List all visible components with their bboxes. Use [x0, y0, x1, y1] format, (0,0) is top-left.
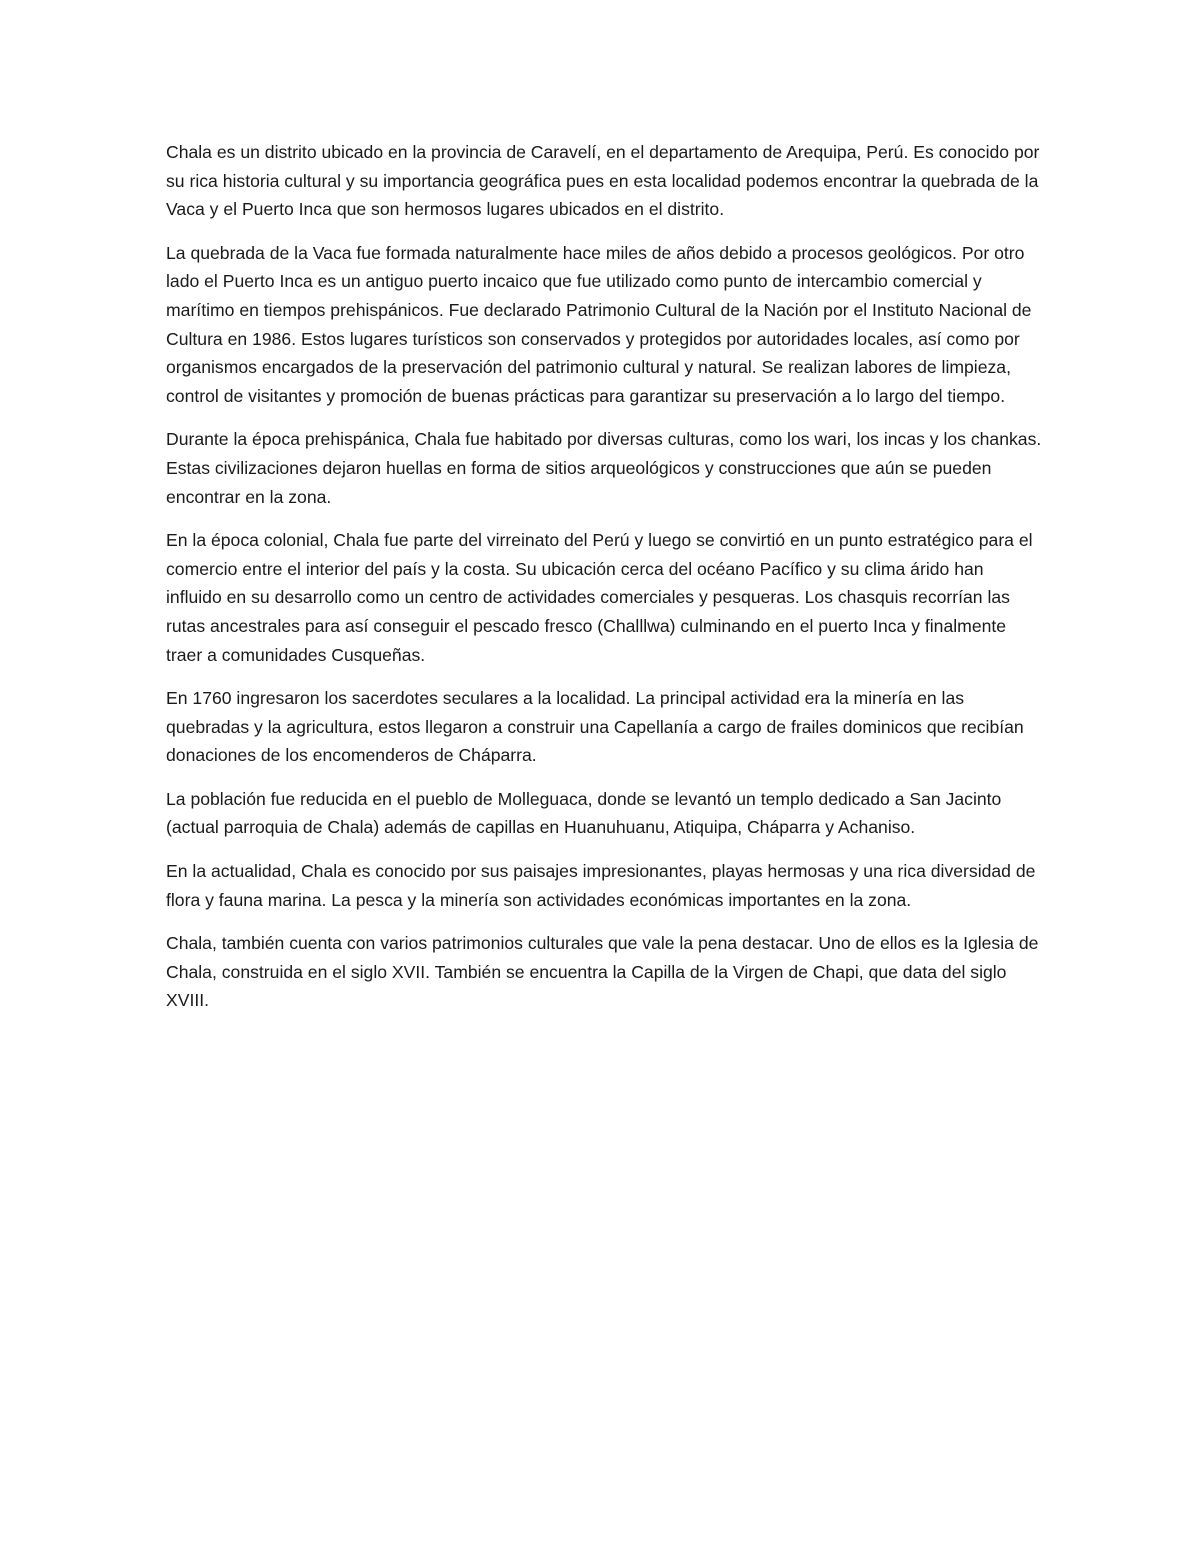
paragraph-colonial: En la época colonial, Chala fue parte del virreinato del Perú y luego se convirtió en un punto estratégico para el comercio entre el interior del país y la costa. Su ubicación cerca del océano Pacífico y su clima árido han influido en su desarrollo como un centro de actividades comerciales y pesqueras. Los chasquis recorrían las rutas ancestrales para así conseguir el pescado fresco (Challlwa) culminando en el puerto Inca y finalmente traer a comunidades Cusqueñas.: [166, 530, 1033, 665]
paragraph-intro: Chala es un distrito ubicado en la provincia de Caravelí, en el departamento de Arequipa, Perú. Es conocido por su rica historia cultural y su importancia geográfica pues en esta localidad podemos encontrar la quebrada de la Vaca y el Puerto Inca que son hermosos lugares ubicados en el distrito.: [166, 142, 1040, 220]
document-body: [166, 138, 1042, 1030]
paragraph-quebrada-puerto-inca: La quebrada de la Vaca fue formada naturalmente hace miles de años debido a procesos geológicos. Por otro lado el Puerto Inca es un antiguo puerto incaico que fue utilizado como punto de intercambio comercial y marítimo en tiempos prehispánicos. Fue declarado Patrimonio Cultural de la Nación por el Instituto Nacional de Cultura en 1986. Estos lugares turísticos son conservados y protegidos por autoridades locales, así como por organismos encargados de la preservación del patrimonio cultural y natural. Se realizan labores de limpieza, control de visitantes y promoción de buenas prácticas para garantizar su preservación a lo largo del tiempo.: [166, 242, 1032, 406]
paragraph-poblacion: La población fue reducida en el pueblo de Molleguaca, donde se levantó un templo dedicado a San Jacinto (actual parroquia de Chala) además de capillas en Huanuhuanu, Atiquipa, Cháparra y Achaniso.: [166, 788, 1002, 838]
paragraph-prehispanic: Durante la época prehispánica, Chala fue habitado por diversas culturas, como los wari, los incas y los chankas. Estas civilizaciones dejaron huellas en forma de sitios arqueológicos y construcciones que aún se pueden encontrar en la zona.: [166, 429, 1042, 507]
paragraph-actualidad: En la actualidad, Chala es conocido por sus paisajes impresionantes, playas hermosas y una rica diversidad de flora y fauna marina. La pesca y la minería son actividades económicas importantes en la zona.: [166, 861, 1036, 910]
paragraph-1760: En 1760 ingresaron los sacerdotes seculares a la localidad. La principal actividad era la minería en las quebradas y la agricultura, estos llegaron a construir una Capellanía a cargo de frailes dominicos que recibían donaciones de los encomenderos de Cháparra.: [166, 688, 1024, 766]
paragraph-patrimonios: Chala, también cuenta con varios patrimonios culturales que vale la pena destacar. Uno de ellos es la Iglesia de Chala, construida en el siglo XVII. También se encuentra la Capilla de la Virgen de Chapi, que data del siglo XVIII.: [166, 933, 1039, 1011]
